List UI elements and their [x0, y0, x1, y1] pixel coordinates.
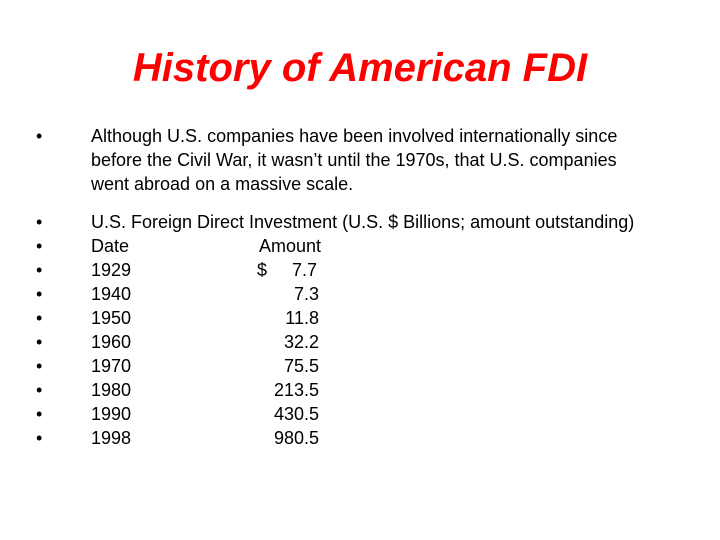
bullet-dot: • [36, 260, 43, 280]
row-amount: 430.5 [273, 404, 319, 424]
table-header-row [36, 234, 706, 258]
bullet-dot: • [36, 332, 43, 352]
bullet-table-caption [36, 210, 706, 234]
intro-line: before the Civil War, it wasn’t until the 1970s, that U.S. companies [91, 150, 617, 170]
table-row [36, 306, 706, 330]
row-date: 1950 [91, 308, 132, 328]
row-date: 1998 [91, 428, 132, 448]
table-row [36, 426, 706, 450]
bullet-intro [36, 124, 706, 196]
row-date: 1990 [91, 404, 132, 424]
bullet-dot: • [36, 236, 43, 256]
table-row [36, 330, 706, 354]
header-amount: Amount [259, 236, 322, 256]
table-row [36, 402, 706, 426]
bullet-dot: • [36, 126, 43, 146]
row-amount: 11.8 [285, 308, 319, 328]
row-amount: 75.5 [283, 356, 319, 376]
row-amount: 7.7 [291, 260, 317, 280]
row-amount: 32.2 [283, 332, 319, 352]
bullet-dot: • [36, 212, 43, 232]
row-date: 1970 [91, 356, 132, 376]
table-row: • 1929 $ 7.7 [36, 260, 317, 280]
row-date: 1960 [91, 332, 132, 352]
table-row [36, 378, 706, 402]
bullet-dot: • [36, 380, 43, 400]
intro-line: Although U.S. companies have been involved internationally since [91, 126, 618, 146]
bullet-dot: • [36, 428, 43, 448]
row-date: 1929 [91, 260, 132, 280]
table-caption: U.S. Foreign Direct Investment (U.S. $ Billions; amount outstanding) [91, 212, 635, 232]
table-body [36, 258, 706, 450]
row-amount: 7.3 [293, 284, 319, 304]
intro-text [91, 124, 706, 196]
bullet-list [36, 124, 706, 450]
row-amount: 980.5 [273, 428, 319, 448]
bullet-dot: • [36, 356, 43, 376]
row-date: 1980 [91, 380, 132, 400]
row-amount: 213.5 [273, 380, 319, 400]
table-row [36, 282, 706, 306]
row-date: 1940 [91, 284, 132, 304]
intro-line: went abroad on a massive scale. [91, 174, 354, 194]
header-date: Date [91, 236, 130, 256]
bullet-dot: • [36, 404, 43, 424]
bullet-dot: • [36, 284, 43, 304]
bullet-dot: • [36, 308, 43, 328]
table-row [36, 354, 706, 378]
slide-title: History of American FDI [132, 46, 588, 90]
